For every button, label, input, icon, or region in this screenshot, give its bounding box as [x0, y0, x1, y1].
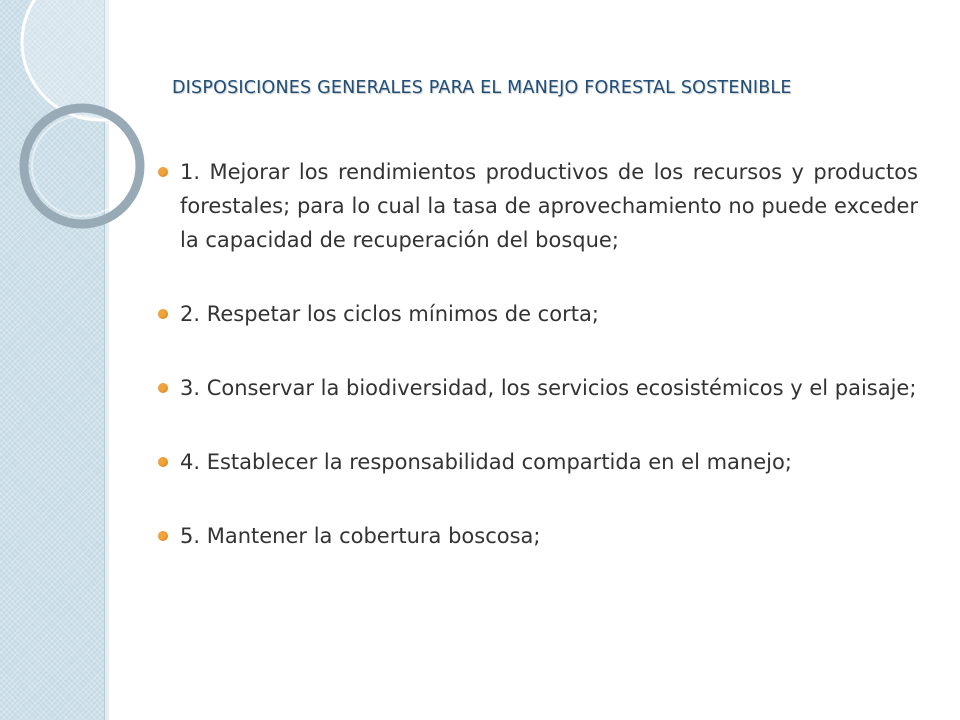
- bullet-dot-icon: [158, 383, 168, 393]
- bullet-item: [158, 371, 918, 405]
- bullet-text: 1. Mejorar los rendimientos productivos de los recursos y productos forestales; para lo cual la tasa de aprovechamiento no puede exceder la capacidad de recuperación del bosque;: [180, 160, 918, 252]
- bullet-text: 5. Mantener la cobertura boscosa;: [180, 524, 541, 548]
- bullet-dot-icon: [158, 531, 168, 541]
- bullet-item: [158, 297, 918, 331]
- bullet-list: [158, 155, 918, 553]
- decorative-rings: [0, 0, 160, 270]
- bullet-dot-icon: [158, 457, 168, 467]
- bullet-text: 2. Respetar los ciclos mínimos de corta;: [180, 302, 599, 326]
- bullet-text: 3. Conservar la biodiversidad, los servicios ecosistémicos y el paisaje;: [180, 376, 917, 400]
- bullet-dot-icon: [158, 309, 168, 319]
- bullet-item: [158, 155, 918, 257]
- bullet-item: [158, 445, 918, 479]
- bullet-text: 4. Establecer la responsabilidad compartida en el manejo;: [180, 450, 792, 474]
- slide-title: DISPOSICIONES GENERALES PARA EL MANEJO FORESTAL SOSTENIBLE: [172, 78, 792, 98]
- bullet-dot-icon: [158, 167, 168, 177]
- bullet-item: [158, 519, 918, 553]
